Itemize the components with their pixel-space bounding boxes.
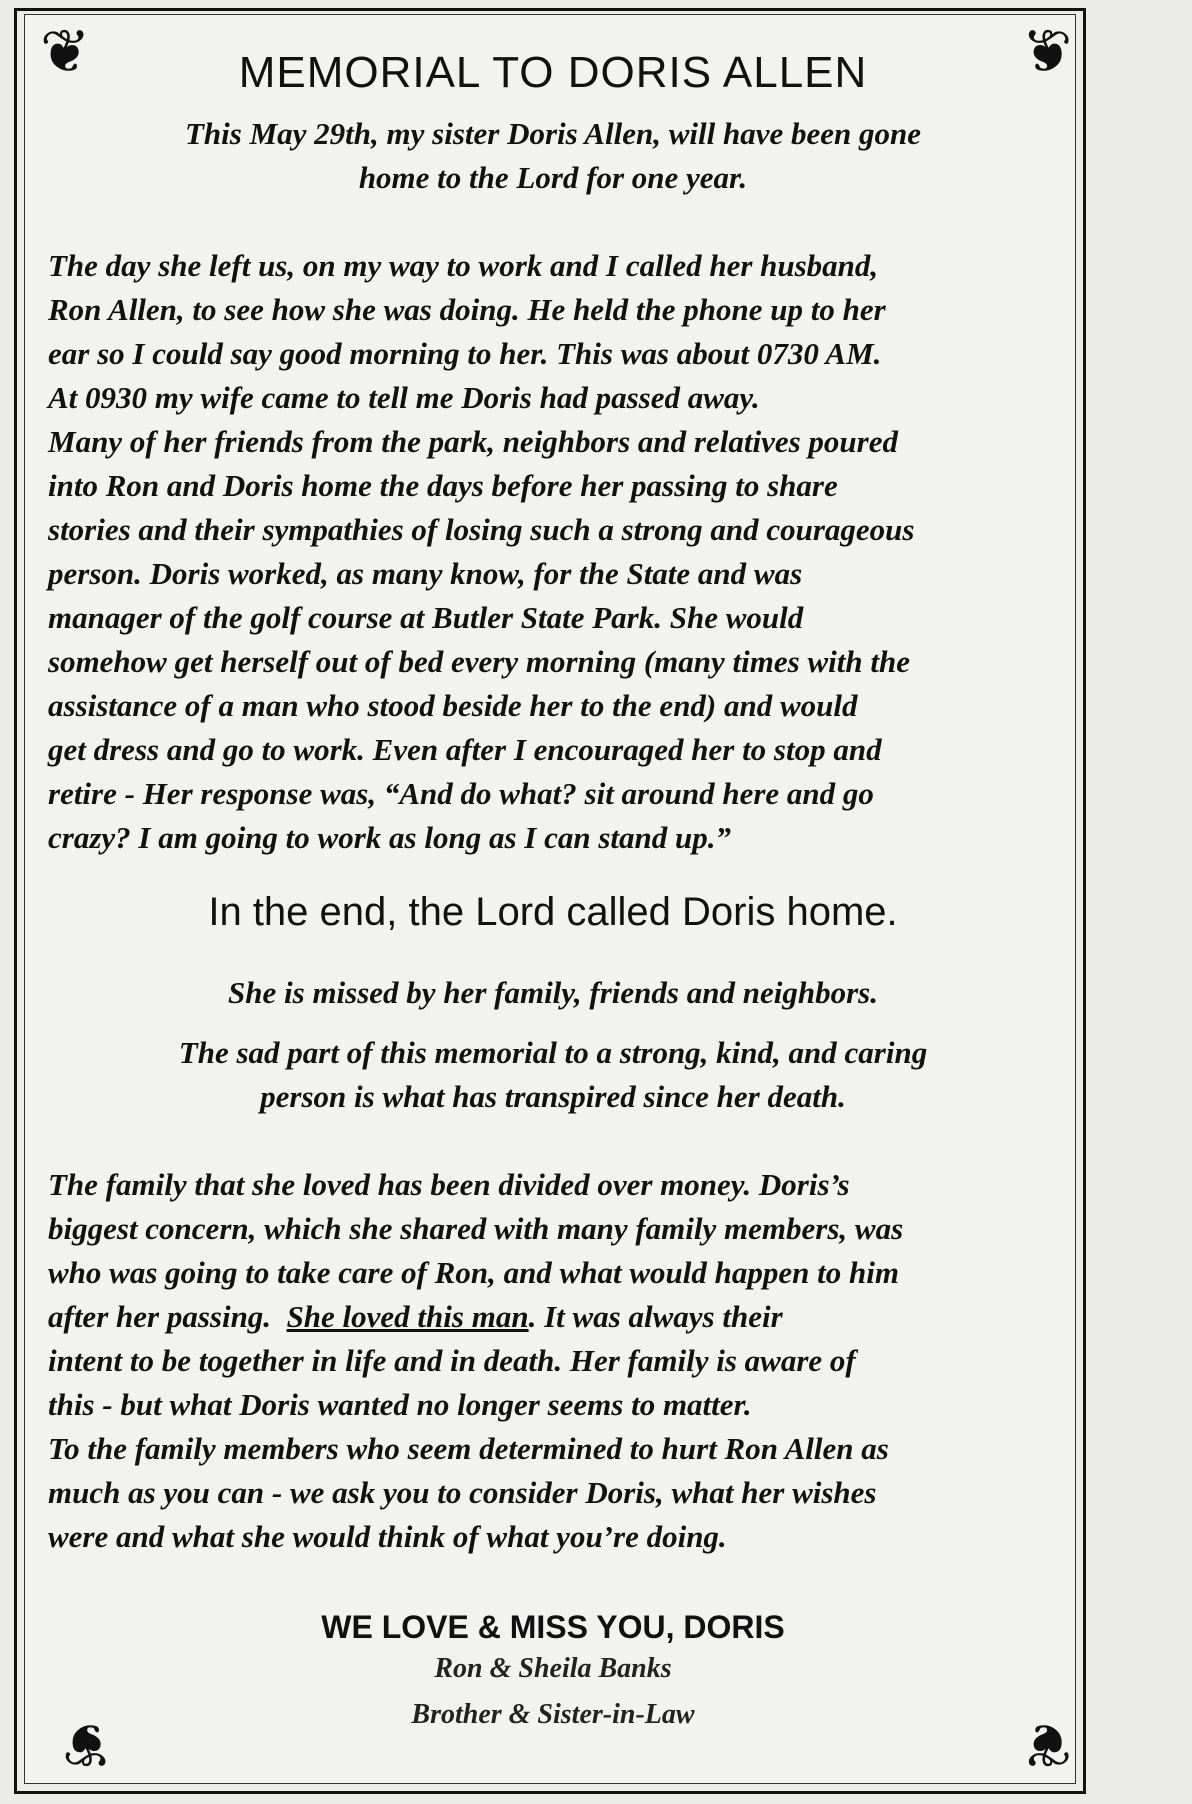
corner-ornament-icon: ❦ — [62, 1711, 113, 1777]
text-line: stories and their sympathies of losing such a strong and courageous — [48, 512, 915, 547]
closing-line: WE LOVE & MISS YOU, DORIS — [321, 1609, 785, 1645]
text-line: retire - Her response was, “And do what? sit around here and go — [48, 776, 874, 811]
text-line: manager of the golf course at Butler State Park. She would — [48, 600, 804, 635]
text-line: this - but what Doris wanted no longer seems to matter. — [48, 1387, 752, 1422]
intro-line: home to the Lord for one year. — [358, 160, 748, 195]
text-line: Ron Allen, to see how she was doing. He held the phone up to her — [48, 292, 886, 327]
text-fragment: . It was always their — [528, 1299, 783, 1334]
paragraph-2 — [48, 1163, 1058, 1559]
memorial-content — [48, 48, 1058, 1738]
text-line: get dress and go to work. Even after I encouraged her to stop and — [48, 732, 882, 767]
memorial-title: MEMORIAL TO DORIS ALLEN — [238, 48, 868, 97]
text-line: The family that she loved has been divided over money. Doris’s — [48, 1167, 850, 1202]
text-line: into Ron and Doris home the days before her passing to share — [48, 468, 838, 503]
paragraph-1 — [48, 244, 1058, 860]
corner-ornament-icon: ❦ — [40, 19, 91, 85]
signature-names: Ron & Sheila Banks — [434, 1653, 672, 1684]
corner-ornament-icon: ❦ — [1021, 1711, 1072, 1777]
signature-relation: Brother & Sister-in-Law — [411, 1699, 695, 1730]
intro-line: This May 29th, my sister Doris Allen, will have been gone — [185, 116, 921, 151]
text-line: crazy? I am going to work as long as I can stand up.” — [48, 820, 731, 855]
text-line — [48, 1295, 1058, 1339]
section-heading: In the end, the Lord called Doris home. — [208, 890, 898, 934]
text-line: were and what she would think of what you’re doing. — [48, 1519, 727, 1554]
text-line: To the family members who seem determined to hurt Ron Allen as — [48, 1431, 889, 1466]
text-line: The day she left us, on my way to work and I called her husband, — [48, 248, 879, 283]
sad-part-line: person is what has transpired since her death. — [260, 1079, 846, 1114]
text-line: At 0930 my wife came to tell me Doris had passed away. — [48, 380, 760, 415]
underlined-emphasis: She loved this man — [286, 1299, 529, 1334]
text-line: who was going to take care of Ron, and what would happen to him — [48, 1255, 899, 1290]
text-line: person. Doris worked, as many know, for the State and was — [48, 556, 803, 591]
text-line: ear so I could say good morning to her. This was about 0730 AM. — [48, 336, 882, 371]
sad-part-line: The sad part of this memorial to a strong, kind, and caring — [178, 1035, 928, 1070]
corner-ornament-icon: ❦ — [1021, 19, 1072, 85]
text-line: Many of her friends from the park, neighbors and relatives poured — [48, 424, 898, 459]
missed-line: She is missed by her family, friends and neighbors. — [228, 975, 878, 1010]
text-line: assistance of a man who stood beside her to the end) and would — [48, 688, 858, 723]
text-line: somehow get herself out of bed every morning (many times with the — [48, 644, 910, 679]
text-fragment: after her passing. — [48, 1299, 272, 1334]
text-line: much as you can - we ask you to consider Doris, what her wishes — [48, 1475, 877, 1510]
text-line: biggest concern, which she shared with many family members, was — [48, 1211, 904, 1246]
text-line: intent to be together in life and in death. Her family is aware of — [48, 1343, 856, 1378]
